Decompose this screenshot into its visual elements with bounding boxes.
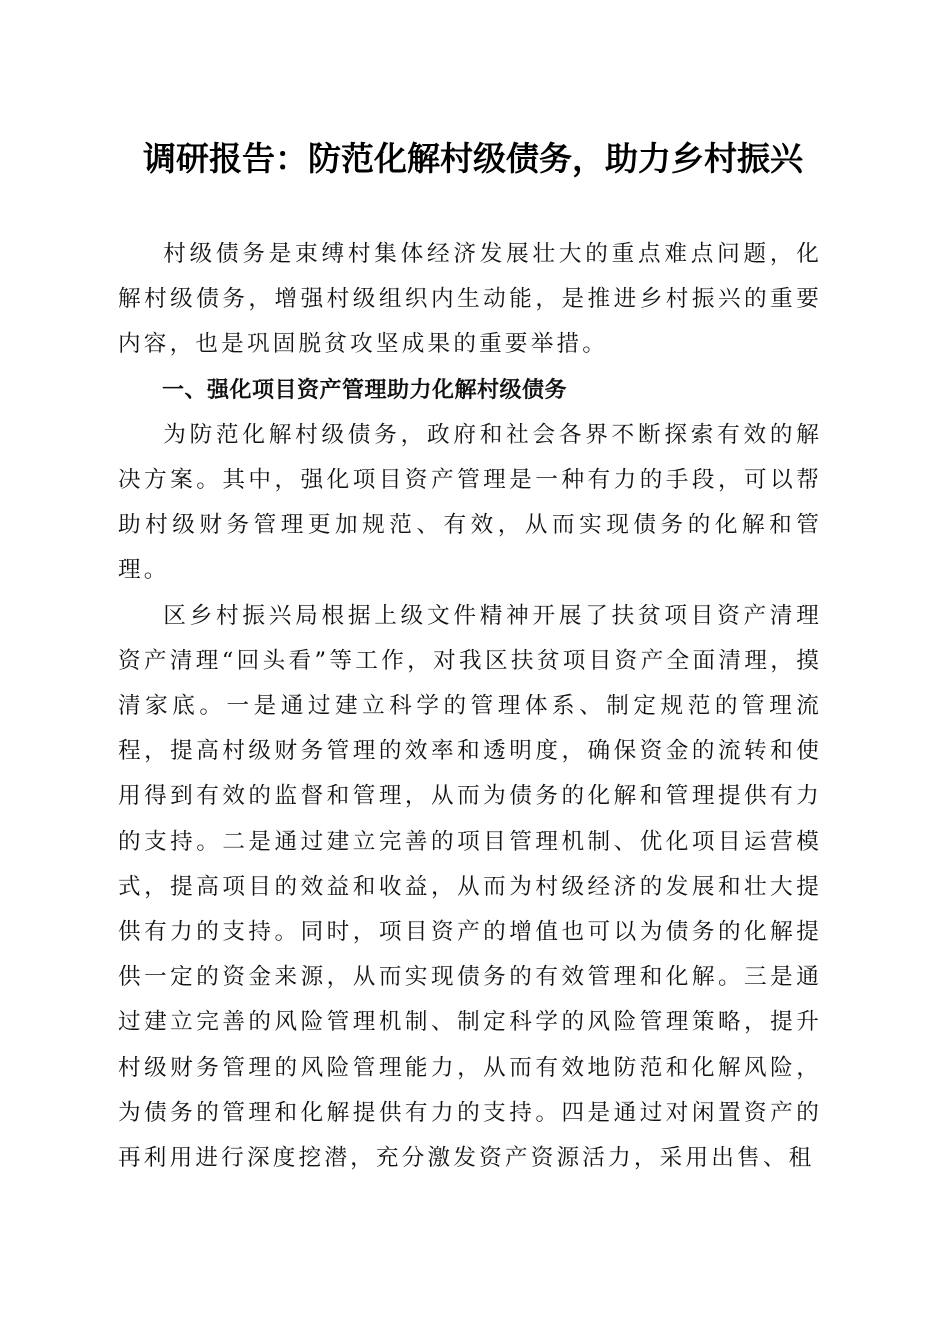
body-paragraph: 区乡村振兴局根据上级文件精神开展了扶贫项目资产清理资产清理“回头看”等工作，对我区扶贫项目资产全面清理，摸清家底。一是通过建立科学的管理体系、制定规范的管理流程，提高村级财务管理的效率和透明度，确保资金的流转和使用得到有效的监督和管理，从而为债务的化解和管理提供有力的支持。二是通过建立完善的项目管理机制、优化项目运营模式，提高项目的效益和收益，从而为村级经济的发展和壮大提供有力的支持。同时，项目资产的增值也可以为债务的化解提供一定的资金来源，从而实现债务的有效管理和化解。三是通过建立完善的风险管理机制、制定科学的风险管理策略，提升村级财务管理的风险管理能力，从而有效地防范和化解风险，为债务的管理和化解提供有力的支持。四是通过对闲置资产的再利用进行深度挖潜，充分激发资产资源活力，采用出售、租 — [118, 602, 822, 1172]
document-title: 调研报告：防范化解村级债务，助力乡村振兴 — [143, 139, 803, 178]
document-body — [118, 232, 822, 1181]
intro-paragraph: 村级债务是束缚村集体经济发展壮大的重点难点问题，化解村级债务，增强村级组织内生动能，是推进乡村振兴的重要内容，也是巩固脱贫攻坚成果的重要举措。 — [118, 241, 822, 358]
body-paragraph: 为防范化解村级债务，政府和社会各界不断探索有效的解决方案。其中，强化项目资产管理是一种有力的手段，可以帮助村级财务管理更加规范、有效，从而实现债务的化解和管理。 — [118, 421, 822, 584]
section-heading: 一、强化项目资产管理助力化解村级债务 — [162, 377, 568, 403]
